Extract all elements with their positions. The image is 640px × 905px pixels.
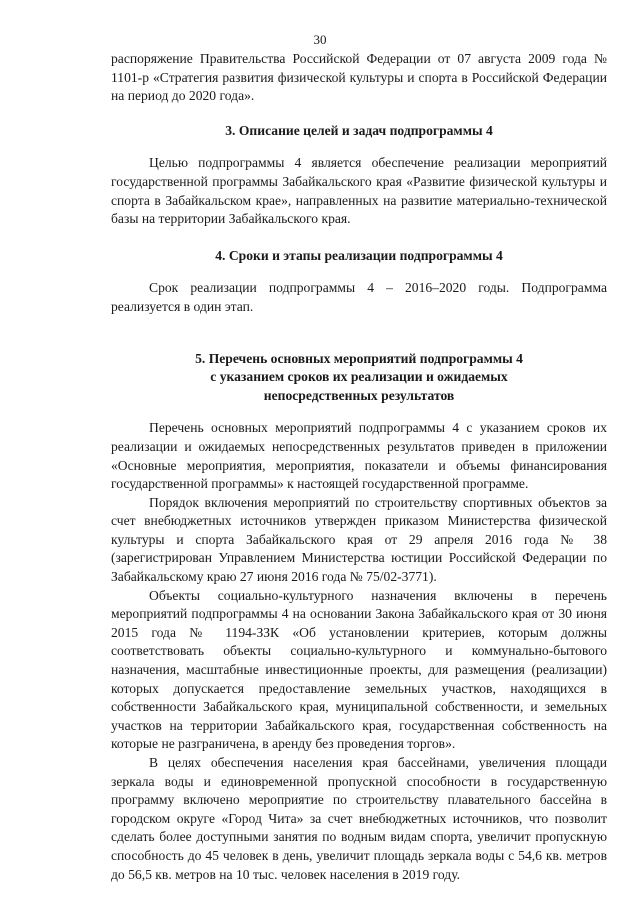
section-5-heading-line-2: с указанием сроков их реализации и ожидаемых [210, 369, 508, 385]
section-5-heading [111, 350, 607, 406]
section-5-heading-line-1: 5. Перечень основных мероприятий подпрограммы 4 [195, 350, 523, 366]
section-5-paragraph-4: В целях обеспечения населения края бассейнами, увеличения площади зеркала воды и единовременной пропускной способности в государственную программу включено мероприятие по строительству плавательного бассейна в городском округе «Город Чита» за счет внебюджетных источников, что позволит сделать более доступными занятия по водным видам спорта, увеличит пропускную способность до 45 человек в день, увеличит площадь зеркала воды с 54,6 кв. метров до 56,5 кв. метров на 10 тыс. человек населения в 2019 году. [111, 755, 607, 882]
intro-paragraph: распоряжение Правительства Российской Федерации от 07 августа 2009 года № 1101-р «Стратегия развития физической культуры и спорта в Российской Федерации на период до 2020 года». [111, 51, 607, 104]
document-body [111, 50, 607, 884]
section-3-heading: 3. Описание целей и задач подпрограммы 4 [225, 122, 493, 138]
page-number: 30 [313, 32, 327, 47]
section-5-paragraph-1: Перечень основных мероприятий подпрограммы 4 с указанием сроков их реализации и ожидаемых непосредственных результатов приведен в приложении «Основные мероприятия, мероприятия, показатели и объемы финансирования государственной программы» к настоящей государственной программе. [111, 420, 607, 492]
section-3-paragraph: Целью подпрограммы 4 является обеспечение реализации мероприятий государственной программы Забайкальского края «Развитие физической культуры и спорта в Забайкальском крае», направленных на развитие материально-технической базы на территории Забайкальского края. [111, 155, 607, 227]
section-5-paragraph-3: Объекты социально-культурного назначения включены в перечень мероприятий подпрограммы 4 на основании Закона Забайкальского края от 30 июня 2015 года № 1194-ЗЗК «Об установлении критериев, которым должны соответствовать объекты социально-культурного и коммунально-бытового назначения, масштабные инвестиционные проекты, для размещения (реализации) которых допускается предоставление земельных участков, находящихся в собственности Забайкальского края, муниципальной собственности, и земельных участков на территории Забайкальского края, государственная собственность на которые не разграничена, в аренду без проведения торгов». [111, 587, 607, 752]
section-5-paragraph-2: Порядок включения мероприятий по строительству спортивных объектов за счет внебюджетных источников утвержден приказом Министерства физической культуры и спорта Забайкальского края от 29 апреля 2016 года № 38 (зарегистрирован Управлением Министерства юстиции Российской Федерации по Забайкальскому краю 27 июня 2016 года № 75/02-3771). [111, 494, 607, 585]
section-4-paragraph: Срок реализации подпрограммы 4 – 2016–2020 годы. Подпрограмма реализуется в один этап. [111, 280, 607, 314]
section-5-heading-line-3: непосредственных результатов [263, 387, 455, 403]
section-4-heading: 4. Сроки и этапы реализации подпрограммы 4 [215, 247, 503, 263]
